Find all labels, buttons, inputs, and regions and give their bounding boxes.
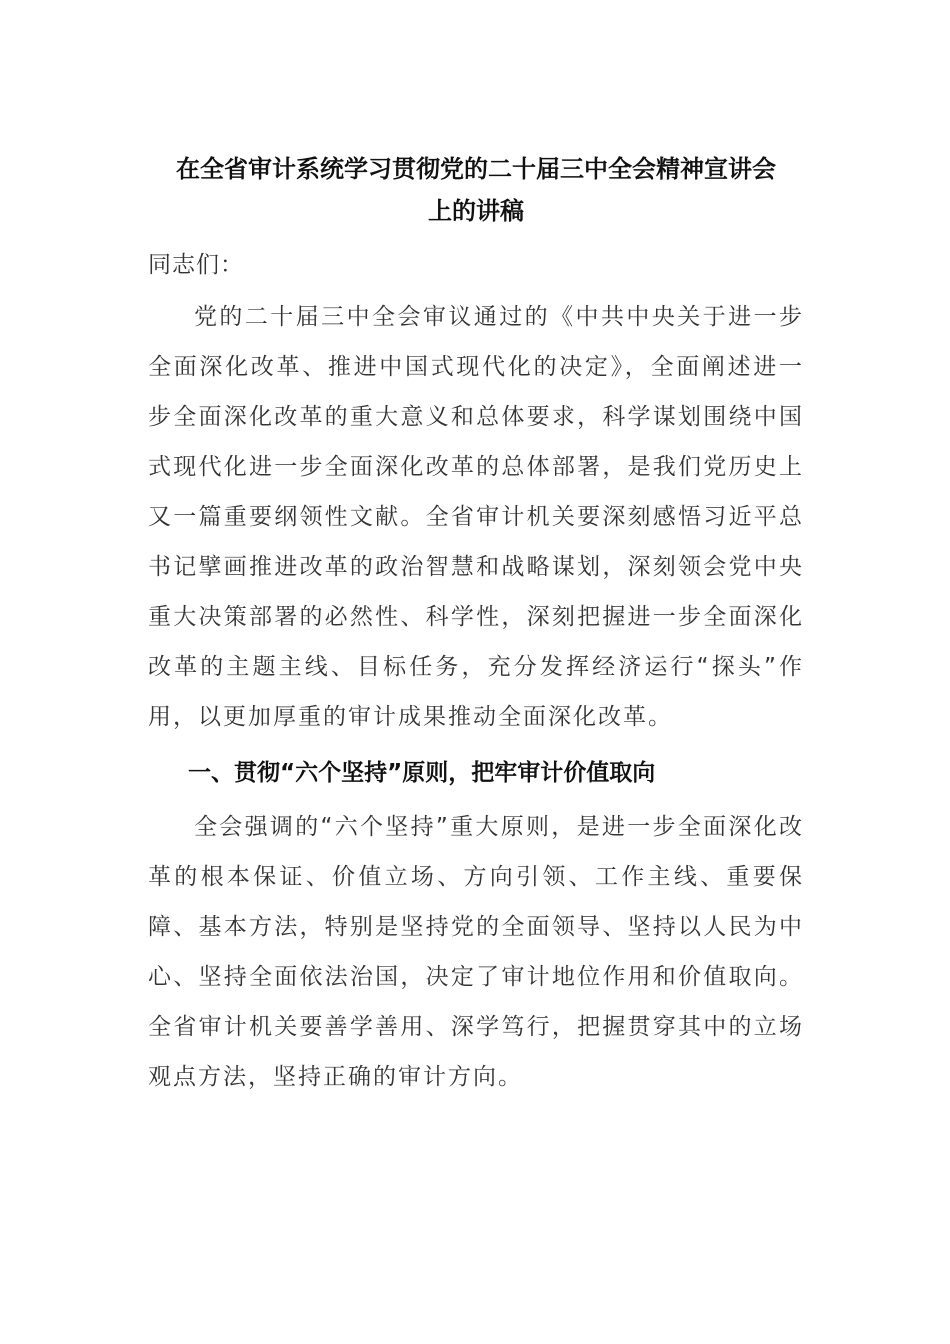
title-line-1: 在全省审计系统学习贯彻党的二十届三中全会精神宣讲会 (176, 155, 776, 183)
document-title (148, 148, 804, 232)
document-body (148, 148, 804, 1102)
paragraph-section-1: 全会强调的“六个坚持”重大原则，是进一步全面深化改革的根本保证、价值立场、方向引领、工作主线、重要保障、基本方法，特别是坚持党的全面领导、坚持以人民为中心、坚持全面依法治国，决定了审计地位作用和价值取向。全省审计机关要善学善用、深学笃行，把握贯穿其中的立场观点方法，坚持正确的审计方向。 (148, 814, 804, 1090)
title-line-2: 上的讲稿 (428, 197, 524, 225)
paragraph-intro: 党的二十届三中全会审议通过的《中共中央关于进一步全面深化改革、推进中国式现代化的决定》，全面阐述进一步全面深化改革的重大意义和总体要求，科学谋划围绕中国式现代化进一步全面深化改革的总体部署，是我们党历史上又一篇重要纲领性文献。全省审计机关要深刻感悟习近平总书记擘画推进改革的政治智慧和战略谋划，深刻领会党中央重大决策部署的必然性、科学性，深刻把握进一步全面深化改革的主题主线、目标任务，充分发挥经济运行“探头”作用，以更加厚重的审计成果推动全面深化改革。 (148, 304, 804, 730)
section-heading-1: 一、贯彻“六个坚持”原则，把牢审计价值取向 (188, 760, 656, 786)
salutation: 同志们： (148, 252, 244, 278)
